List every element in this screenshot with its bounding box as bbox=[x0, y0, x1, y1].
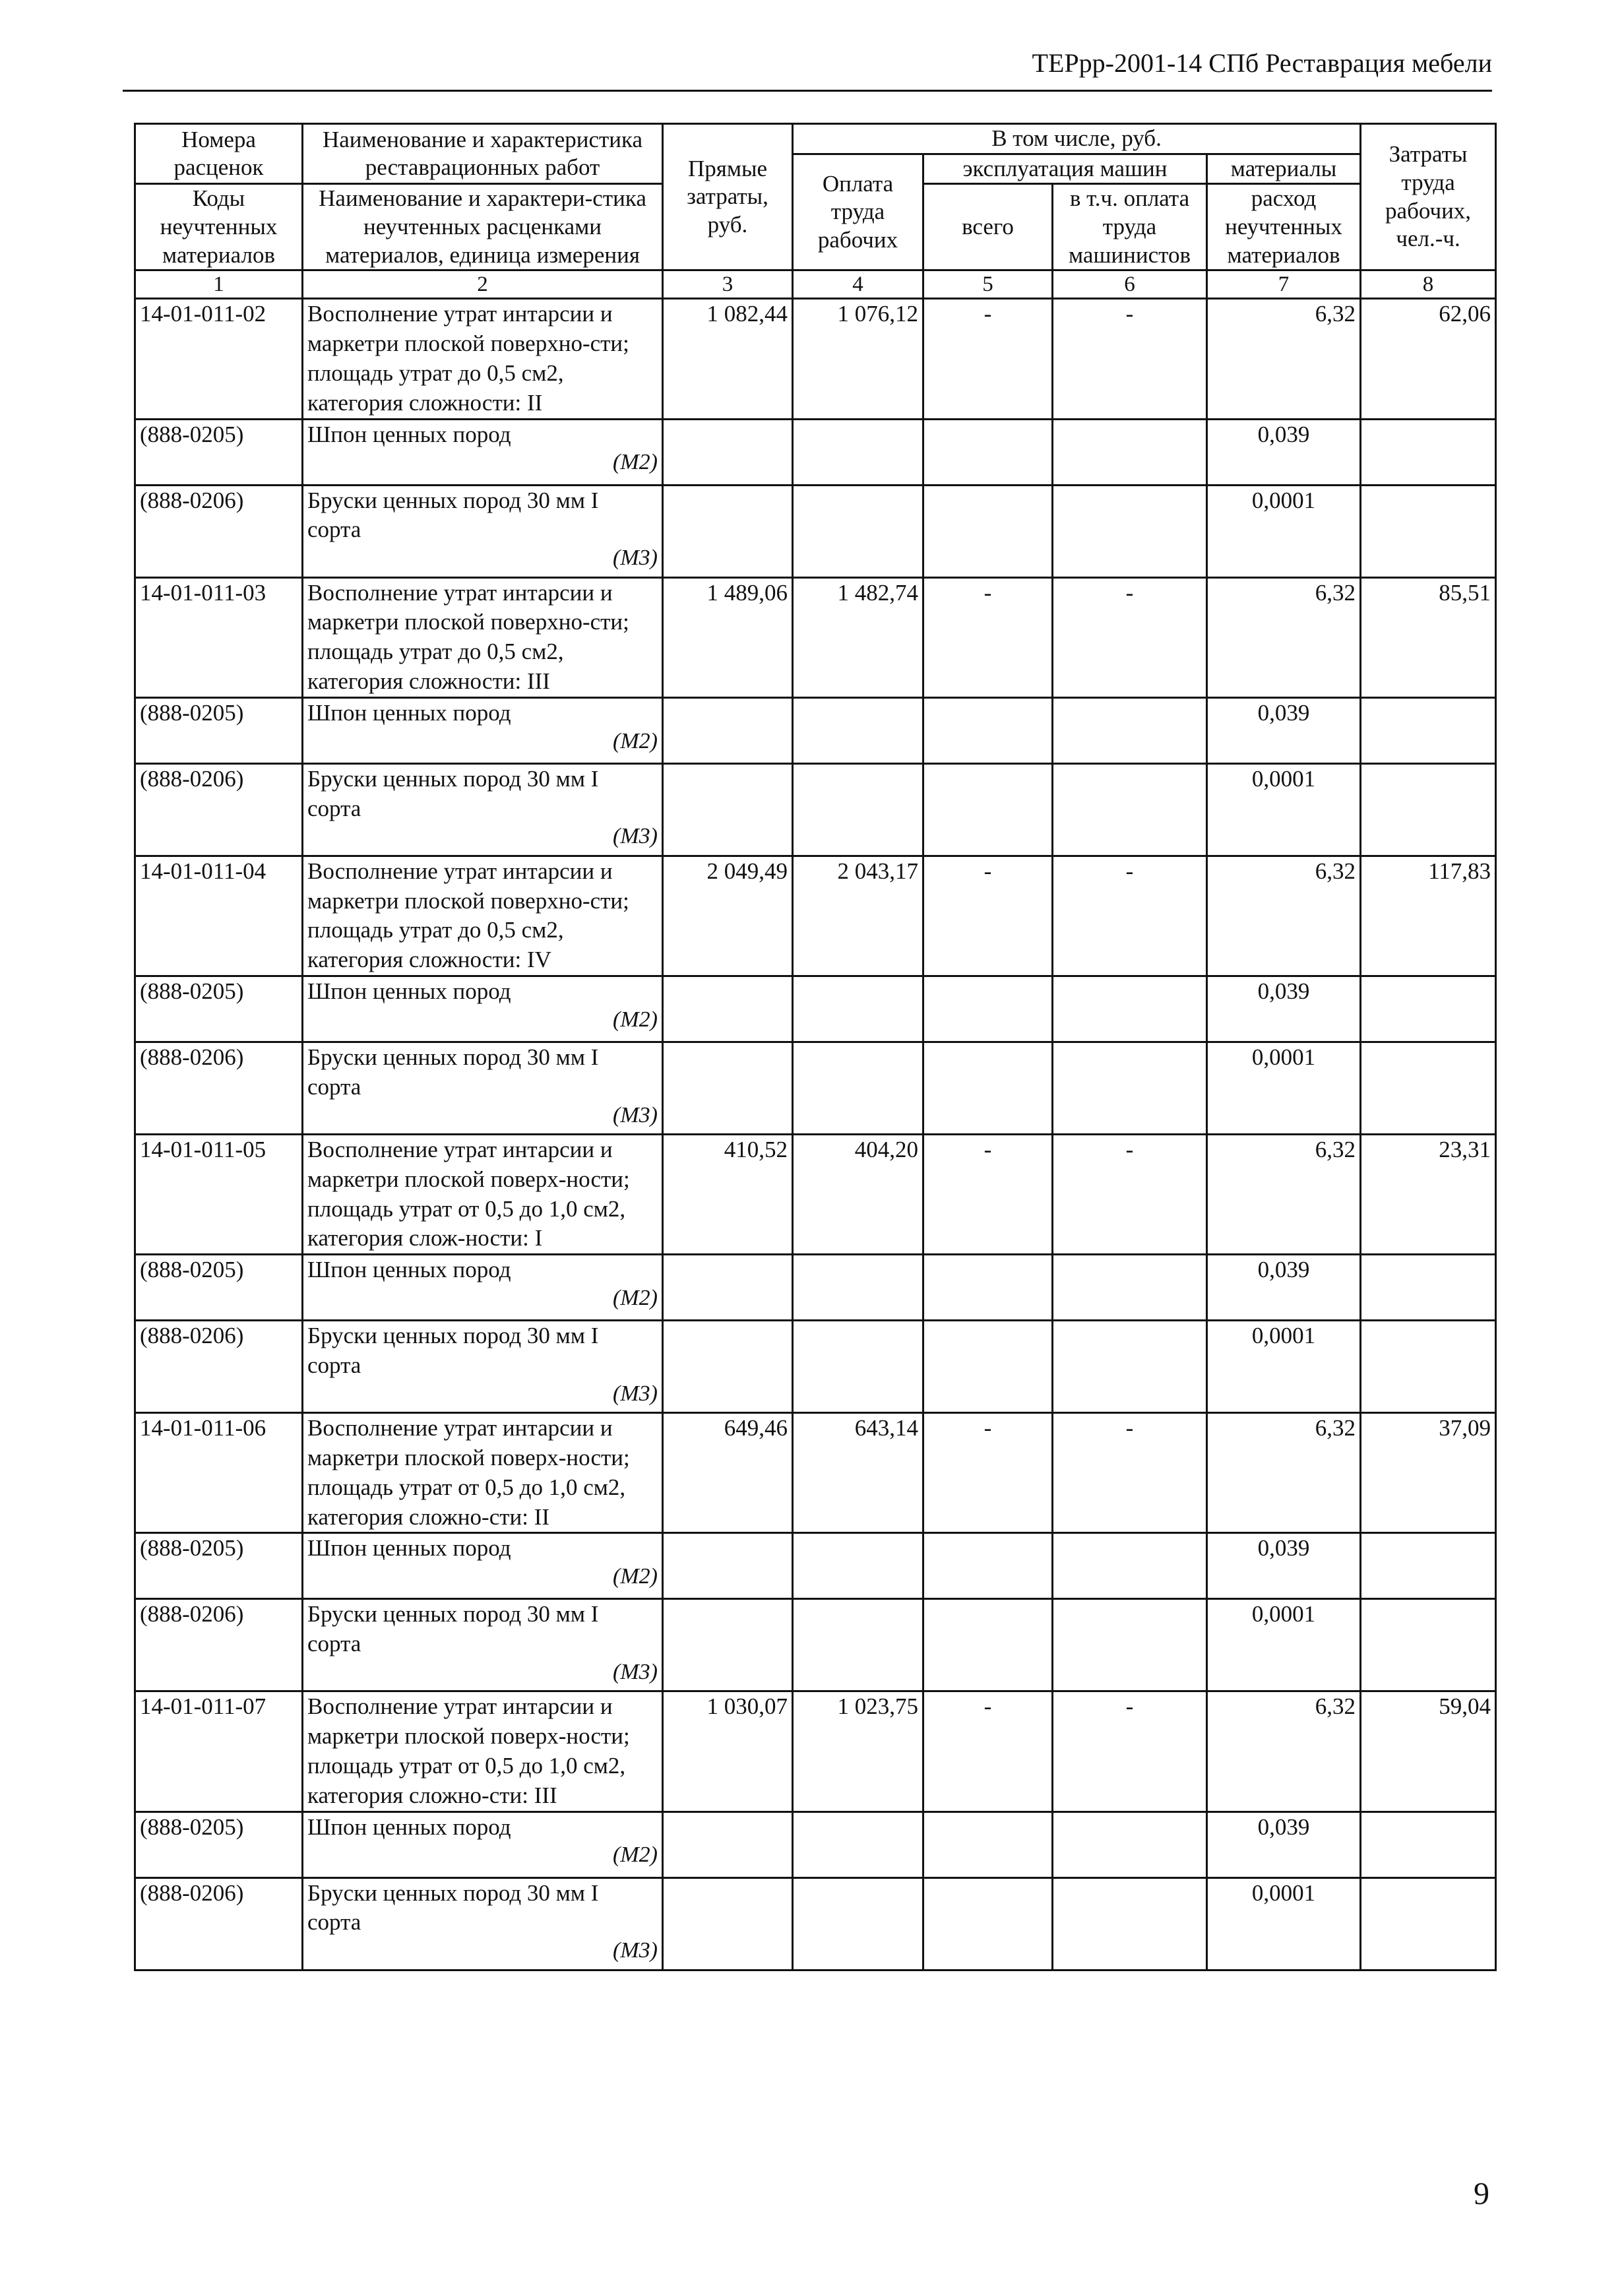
material-name: Шпон ценных пород bbox=[307, 699, 511, 726]
column-number: 2 bbox=[303, 270, 663, 299]
material-code: (888-0205) bbox=[135, 419, 303, 485]
material-unit: (М2) bbox=[613, 1564, 658, 1589]
header-machine-operation: эксплуатация машин bbox=[923, 154, 1207, 184]
material-quantity: 0,039 bbox=[1207, 976, 1361, 1042]
material-cell bbox=[303, 1042, 663, 1135]
labor-hours: 117,83 bbox=[1361, 856, 1496, 976]
rate-row bbox=[135, 299, 1496, 419]
rate-row bbox=[135, 1691, 1496, 1812]
material-unit: (М2) bbox=[613, 1007, 658, 1032]
empty-cell bbox=[923, 1812, 1053, 1877]
column-number: 1 bbox=[135, 270, 303, 299]
material-quantity: 0,0001 bbox=[1207, 1321, 1361, 1413]
rate-description: Восполнение утрат интарсии и маркетри плоской поверхно-сти; площадь утрат до 0,5 см2, категория сложности: III bbox=[303, 577, 663, 697]
material-row bbox=[135, 763, 1496, 856]
empty-cell bbox=[1053, 976, 1207, 1042]
empty-cell bbox=[793, 1812, 923, 1877]
material-cell bbox=[303, 763, 663, 856]
worker-pay: 404,20 bbox=[793, 1135, 923, 1255]
material-unit: (М2) bbox=[613, 1843, 658, 1868]
materials-cost: 6,32 bbox=[1207, 1135, 1361, 1255]
empty-cell bbox=[793, 1599, 923, 1691]
material-code: (888-0206) bbox=[135, 1042, 303, 1135]
material-name: Бруски ценных пород 30 мм I сорта bbox=[307, 1044, 599, 1100]
rate-code: 14-01-011-02 bbox=[135, 299, 303, 419]
material-row bbox=[135, 1042, 1496, 1135]
material-quantity: 0,039 bbox=[1207, 1812, 1361, 1877]
empty-cell bbox=[1053, 1599, 1207, 1691]
materials-cost: 6,32 bbox=[1207, 1691, 1361, 1812]
empty-cell bbox=[1053, 485, 1207, 577]
column-number-row bbox=[135, 270, 1496, 299]
material-name: Бруски ценных пород 30 мм I сорта bbox=[307, 1323, 599, 1378]
direct-costs: 1 489,06 bbox=[663, 577, 793, 697]
machine-total: - bbox=[923, 299, 1053, 419]
materials-cost: 6,32 bbox=[1207, 856, 1361, 976]
worker-pay: 1 482,74 bbox=[793, 577, 923, 697]
empty-cell bbox=[663, 1042, 793, 1135]
material-code: (888-0205) bbox=[135, 1812, 303, 1877]
material-cell bbox=[303, 1321, 663, 1413]
rate-description: Восполнение утрат интарсии и маркетри плоской поверхно-сти; площадь утрат до 0,5 см2, категория сложности: IV bbox=[303, 856, 663, 976]
empty-cell bbox=[793, 1877, 923, 1970]
header-machinist-pay: в т.ч. оплата труда машинистов bbox=[1053, 184, 1207, 270]
material-unit: (М3) bbox=[613, 546, 658, 571]
empty-cell bbox=[923, 419, 1053, 485]
empty-cell bbox=[923, 1599, 1053, 1691]
material-unit: (М2) bbox=[613, 728, 658, 753]
header-labor-hours: Затраты труда рабочих, чел.-ч. bbox=[1361, 124, 1496, 270]
empty-cell bbox=[1361, 419, 1496, 485]
header-work-name: Наименование и характеристика реставрационных работ bbox=[303, 124, 663, 184]
machine-total: - bbox=[923, 1135, 1053, 1255]
empty-cell bbox=[1361, 1877, 1496, 1970]
empty-cell bbox=[793, 763, 923, 856]
material-row bbox=[135, 419, 1496, 485]
material-name: Шпон ценных пород bbox=[307, 1257, 511, 1283]
empty-cell bbox=[663, 1533, 793, 1599]
machinist-pay: - bbox=[1053, 1135, 1207, 1255]
material-unit: (М3) bbox=[613, 1938, 658, 1963]
material-quantity: 0,039 bbox=[1207, 1533, 1361, 1599]
empty-cell bbox=[1053, 419, 1207, 485]
rate-description: Восполнение утрат интарсии и маркетри плоской поверх-ности; площадь утрат от 0,5 до 1,0 см2, категория сложно-сти: II bbox=[303, 1413, 663, 1533]
empty-cell bbox=[663, 1599, 793, 1691]
material-code: (888-0206) bbox=[135, 485, 303, 577]
empty-cell bbox=[923, 763, 1053, 856]
rate-code: 14-01-011-05 bbox=[135, 1135, 303, 1255]
empty-cell bbox=[1053, 1533, 1207, 1599]
material-name: Бруски ценных пород 30 мм I сорта bbox=[307, 765, 599, 821]
table-header bbox=[135, 124, 1496, 299]
labor-hours: 23,31 bbox=[1361, 1135, 1496, 1255]
direct-costs: 1 030,07 bbox=[663, 1691, 793, 1812]
header-material-names: Наименование и характери-стика неучтенных расценками материалов, единица измерения bbox=[303, 184, 663, 270]
empty-cell bbox=[1361, 1599, 1496, 1691]
worker-pay: 1 076,12 bbox=[793, 299, 923, 419]
empty-cell bbox=[663, 1877, 793, 1970]
rate-description: Восполнение утрат интарсии и маркетри плоской поверх-ности; площадь утрат от 0,5 до 1,0 см2, категория сложно-сти: III bbox=[303, 1691, 663, 1812]
column-number: 7 bbox=[1207, 270, 1361, 299]
header-material-consumption: расход неучтенных материалов bbox=[1207, 184, 1361, 270]
direct-costs: 2 049,49 bbox=[663, 856, 793, 976]
empty-cell bbox=[1053, 763, 1207, 856]
machinist-pay: - bbox=[1053, 299, 1207, 419]
material-row bbox=[135, 697, 1496, 763]
worker-pay: 2 043,17 bbox=[793, 856, 923, 976]
machinist-pay: - bbox=[1053, 1691, 1207, 1812]
material-code: (888-0206) bbox=[135, 1599, 303, 1691]
material-cell bbox=[303, 1599, 663, 1691]
empty-cell bbox=[923, 1877, 1053, 1970]
table-body bbox=[135, 299, 1496, 1970]
rate-code: 14-01-011-03 bbox=[135, 577, 303, 697]
empty-cell bbox=[923, 1321, 1053, 1413]
empty-cell bbox=[1053, 1877, 1207, 1970]
rate-row bbox=[135, 1413, 1496, 1533]
empty-cell bbox=[663, 976, 793, 1042]
direct-costs: 410,52 bbox=[663, 1135, 793, 1255]
material-unit: (М2) bbox=[613, 450, 658, 475]
header-worker-pay: Оплата труда рабочих bbox=[793, 154, 923, 270]
rate-code: 14-01-011-07 bbox=[135, 1691, 303, 1812]
machine-total: - bbox=[923, 577, 1053, 697]
column-number: 6 bbox=[1053, 270, 1207, 299]
empty-cell bbox=[923, 976, 1053, 1042]
empty-cell bbox=[793, 1255, 923, 1321]
empty-cell bbox=[663, 1255, 793, 1321]
header-direct-costs: Прямые затраты, руб. bbox=[663, 124, 793, 270]
direct-costs: 1 082,44 bbox=[663, 299, 793, 419]
empty-cell bbox=[1361, 763, 1496, 856]
rate-code: 14-01-011-04 bbox=[135, 856, 303, 976]
material-cell bbox=[303, 1533, 663, 1599]
material-row bbox=[135, 1877, 1496, 1970]
labor-hours: 62,06 bbox=[1361, 299, 1496, 419]
material-quantity: 0,0001 bbox=[1207, 763, 1361, 856]
material-name: Бруски ценных пород 30 мм I сорта bbox=[307, 487, 599, 543]
material-row bbox=[135, 1255, 1496, 1321]
material-unit: (М3) bbox=[613, 1659, 658, 1684]
document-title: ТЕРрр-2001-14 СПб Реставрация мебели bbox=[1032, 48, 1492, 78]
material-name: Шпон ценных пород bbox=[307, 1813, 511, 1840]
empty-cell bbox=[793, 697, 923, 763]
empty-cell bbox=[663, 485, 793, 577]
empty-cell bbox=[923, 485, 1053, 577]
material-quantity: 0,039 bbox=[1207, 419, 1361, 485]
material-name: Шпон ценных пород bbox=[307, 1535, 511, 1561]
empty-cell bbox=[1361, 976, 1496, 1042]
material-cell bbox=[303, 419, 663, 485]
labor-hours: 37,09 bbox=[1361, 1413, 1496, 1533]
empty-cell bbox=[793, 976, 923, 1042]
empty-cell bbox=[663, 763, 793, 856]
machine-total: - bbox=[923, 1691, 1053, 1812]
material-row bbox=[135, 976, 1496, 1042]
page-number: 9 bbox=[1474, 2176, 1489, 2211]
empty-cell bbox=[793, 485, 923, 577]
material-row bbox=[135, 1599, 1496, 1691]
empty-cell bbox=[923, 1533, 1053, 1599]
worker-pay: 643,14 bbox=[793, 1413, 923, 1533]
empty-cell bbox=[793, 419, 923, 485]
material-row bbox=[135, 1321, 1496, 1413]
material-quantity: 0,0001 bbox=[1207, 1877, 1361, 1970]
column-number: 5 bbox=[923, 270, 1053, 299]
empty-cell bbox=[663, 1812, 793, 1877]
column-number: 8 bbox=[1361, 270, 1496, 299]
material-quantity: 0,0001 bbox=[1207, 1042, 1361, 1135]
material-row bbox=[135, 1812, 1496, 1877]
rate-code: 14-01-011-06 bbox=[135, 1413, 303, 1533]
empty-cell bbox=[1361, 1812, 1496, 1877]
labor-hours: 59,04 bbox=[1361, 1691, 1496, 1812]
empty-cell bbox=[923, 1042, 1053, 1135]
empty-cell bbox=[1053, 1812, 1207, 1877]
empty-cell bbox=[793, 1321, 923, 1413]
machine-total: - bbox=[923, 856, 1053, 976]
empty-cell bbox=[1361, 1255, 1496, 1321]
header-including: В том числе, руб. bbox=[793, 124, 1361, 154]
material-code: (888-0206) bbox=[135, 1877, 303, 1970]
material-name: Бруски ценных пород 30 мм I сорта bbox=[307, 1879, 599, 1936]
rate-row bbox=[135, 856, 1496, 976]
material-cell bbox=[303, 697, 663, 763]
empty-cell bbox=[1361, 1533, 1496, 1599]
column-number: 4 bbox=[793, 270, 923, 299]
empty-cell bbox=[1053, 1255, 1207, 1321]
material-unit: (М3) bbox=[613, 1102, 658, 1127]
material-name: Шпон ценных пород bbox=[307, 978, 511, 1004]
empty-cell bbox=[923, 697, 1053, 763]
column-number: 3 bbox=[663, 270, 793, 299]
rate-description: Восполнение утрат интарсии и маркетри плоской поверх-ности; площадь утрат от 0,5 до 1,0 см2, категория слож-ности: I bbox=[303, 1135, 663, 1255]
header-machine-total: всего bbox=[923, 184, 1053, 270]
header-rate-numbers: Номера расценок bbox=[135, 124, 303, 184]
material-quantity: 0,039 bbox=[1207, 1255, 1361, 1321]
header-materials: материалы bbox=[1207, 154, 1361, 184]
empty-cell bbox=[1361, 485, 1496, 577]
material-row bbox=[135, 1533, 1496, 1599]
labor-hours: 85,51 bbox=[1361, 577, 1496, 697]
empty-cell bbox=[1361, 1042, 1496, 1135]
empty-cell bbox=[1053, 1321, 1207, 1413]
machine-total: - bbox=[923, 1413, 1053, 1533]
material-quantity: 0,039 bbox=[1207, 697, 1361, 763]
material-name: Бруски ценных пород 30 мм I сорта bbox=[307, 1601, 599, 1657]
material-cell bbox=[303, 485, 663, 577]
material-cell bbox=[303, 1877, 663, 1970]
materials-cost: 6,32 bbox=[1207, 1413, 1361, 1533]
empty-cell bbox=[663, 1321, 793, 1413]
material-code: (888-0206) bbox=[135, 1321, 303, 1413]
empty-cell bbox=[1361, 1321, 1496, 1413]
material-code: (888-0206) bbox=[135, 763, 303, 856]
worker-pay: 1 023,75 bbox=[793, 1691, 923, 1812]
rate-row bbox=[135, 577, 1496, 697]
rate-description: Восполнение утрат интарсии и маркетри плоской поверхно-сти; площадь утрат до 0,5 см2, категория сложности: II bbox=[303, 299, 663, 419]
material-unit: (М3) bbox=[613, 824, 658, 849]
empty-cell bbox=[1361, 697, 1496, 763]
rate-row bbox=[135, 1135, 1496, 1255]
materials-cost: 6,32 bbox=[1207, 577, 1361, 697]
machinist-pay: - bbox=[1053, 1413, 1207, 1533]
empty-cell bbox=[923, 1255, 1053, 1321]
material-row bbox=[135, 485, 1496, 577]
material-name: Шпон ценных пород bbox=[307, 421, 511, 447]
material-code: (888-0205) bbox=[135, 697, 303, 763]
material-code: (888-0205) bbox=[135, 1255, 303, 1321]
materials-cost: 6,32 bbox=[1207, 299, 1361, 419]
material-quantity: 0,0001 bbox=[1207, 485, 1361, 577]
material-quantity: 0,0001 bbox=[1207, 1599, 1361, 1691]
rates-table bbox=[134, 123, 1497, 1971]
empty-cell bbox=[793, 1042, 923, 1135]
material-unit: (М2) bbox=[613, 1285, 658, 1310]
material-cell bbox=[303, 976, 663, 1042]
direct-costs: 649,46 bbox=[663, 1413, 793, 1533]
header-material-codes: Коды неучтенных материалов bbox=[135, 184, 303, 270]
material-cell bbox=[303, 1812, 663, 1877]
empty-cell bbox=[793, 1533, 923, 1599]
material-code: (888-0205) bbox=[135, 1533, 303, 1599]
empty-cell bbox=[663, 419, 793, 485]
material-code: (888-0205) bbox=[135, 976, 303, 1042]
empty-cell bbox=[663, 697, 793, 763]
empty-cell bbox=[1053, 697, 1207, 763]
machinist-pay: - bbox=[1053, 856, 1207, 976]
material-cell bbox=[303, 1255, 663, 1321]
empty-cell bbox=[1053, 1042, 1207, 1135]
running-header bbox=[123, 40, 1492, 92]
machinist-pay: - bbox=[1053, 577, 1207, 697]
material-unit: (М3) bbox=[613, 1381, 658, 1406]
